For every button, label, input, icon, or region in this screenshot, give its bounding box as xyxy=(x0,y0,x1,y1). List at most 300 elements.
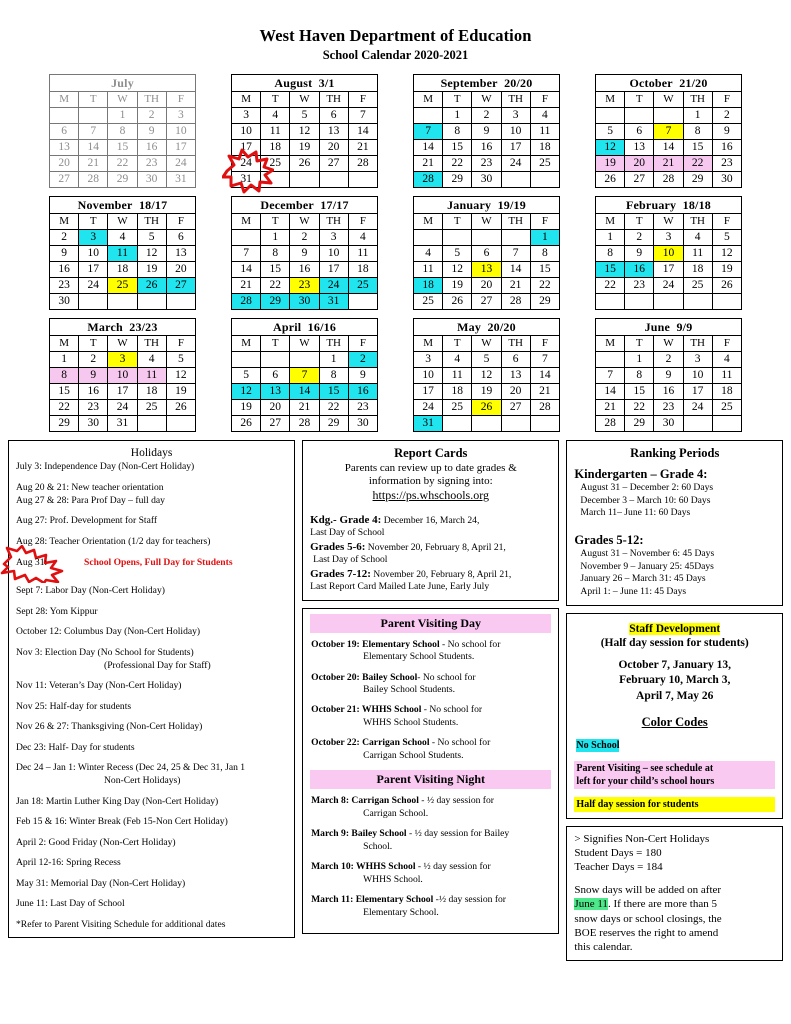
day-cell[interactable]: 17 xyxy=(501,140,530,156)
day-cell[interactable] xyxy=(472,230,501,246)
day-cell[interactable]: 21 xyxy=(530,384,559,400)
day-cell[interactable]: 28 xyxy=(530,400,559,416)
day-cell[interactable]: 11 xyxy=(108,246,137,262)
day-cell[interactable]: 1 xyxy=(319,352,348,368)
day-cell[interactable]: 19 xyxy=(472,384,501,400)
day-cell[interactable]: 16 xyxy=(290,262,319,278)
day-cell[interactable]: 21 xyxy=(501,278,530,294)
day-cell[interactable]: 11 xyxy=(137,368,166,384)
day-cell[interactable]: 28 xyxy=(290,416,319,432)
day-cell[interactable]: 8 xyxy=(443,124,472,140)
day-cell[interactable]: 2 xyxy=(625,230,654,246)
day-cell[interactable]: 4 xyxy=(108,230,137,246)
day-cell[interactable]: 16 xyxy=(625,262,654,278)
day-cell[interactable]: 8 xyxy=(108,124,137,140)
day-cell[interactable]: 30 xyxy=(290,294,319,310)
day-cell[interactable]: 17 xyxy=(319,262,348,278)
day-cell[interactable]: 9 xyxy=(348,368,377,384)
day-cell[interactable]: 4 xyxy=(348,230,377,246)
day-cell[interactable]: 20 xyxy=(501,384,530,400)
day-cell[interactable] xyxy=(625,108,654,124)
day-cell[interactable]: 29 xyxy=(683,172,712,188)
day-cell[interactable]: 28 xyxy=(501,294,530,310)
day-cell[interactable]: 15 xyxy=(530,262,559,278)
day-cell[interactable]: 28 xyxy=(232,294,261,310)
day-cell[interactable]: 1 xyxy=(50,352,79,368)
day-cell[interactable] xyxy=(501,230,530,246)
day-cell[interactable]: 9 xyxy=(79,368,108,384)
day-cell[interactable]: 13 xyxy=(319,124,348,140)
day-cell[interactable]: 14 xyxy=(79,140,108,156)
day-cell[interactable]: 9 xyxy=(50,246,79,262)
day-cell[interactable]: 27 xyxy=(50,172,79,188)
day-cell[interactable]: 24 xyxy=(319,278,348,294)
day-cell[interactable]: 3 xyxy=(654,230,683,246)
day-cell[interactable]: 17 xyxy=(166,140,195,156)
day-cell[interactable]: 9 xyxy=(290,246,319,262)
day-cell[interactable] xyxy=(654,108,683,124)
day-cell[interactable]: 11 xyxy=(414,262,443,278)
day-cell[interactable]: 23 xyxy=(50,278,79,294)
day-cell[interactable] xyxy=(414,230,443,246)
day-cell[interactable] xyxy=(261,352,290,368)
day-cell[interactable] xyxy=(166,294,195,310)
day-cell[interactable]: 28 xyxy=(348,156,377,172)
day-cell[interactable]: 15 xyxy=(625,384,654,400)
day-cell[interactable] xyxy=(79,108,108,124)
day-cell[interactable] xyxy=(290,172,319,188)
day-cell[interactable]: 28 xyxy=(79,172,108,188)
day-cell[interactable]: 21 xyxy=(414,156,443,172)
day-cell[interactable]: 20 xyxy=(319,140,348,156)
day-cell[interactable]: 31 xyxy=(414,416,443,432)
day-cell[interactable] xyxy=(108,294,137,310)
day-cell[interactable]: 19 xyxy=(137,262,166,278)
day-cell[interactable]: 12 xyxy=(472,368,501,384)
day-cell[interactable]: 29 xyxy=(530,294,559,310)
day-cell[interactable]: 17 xyxy=(683,384,712,400)
day-cell[interactable]: 5 xyxy=(290,108,319,124)
day-cell[interactable]: 22 xyxy=(530,278,559,294)
day-cell[interactable] xyxy=(232,230,261,246)
day-cell[interactable]: 15 xyxy=(108,140,137,156)
day-cell[interactable]: 27 xyxy=(319,156,348,172)
day-cell[interactable]: 22 xyxy=(443,156,472,172)
day-cell[interactable] xyxy=(683,294,712,310)
day-cell[interactable]: 26 xyxy=(472,400,501,416)
day-cell[interactable]: 3 xyxy=(414,352,443,368)
day-cell[interactable]: 24 xyxy=(166,156,195,172)
day-cell[interactable]: 23 xyxy=(290,278,319,294)
day-cell[interactable]: 27 xyxy=(261,416,290,432)
day-cell[interactable]: 15 xyxy=(683,140,712,156)
day-cell[interactable]: 14 xyxy=(232,262,261,278)
day-cell[interactable]: 26 xyxy=(290,156,319,172)
day-cell[interactable]: 11 xyxy=(712,368,741,384)
day-cell[interactable]: 11 xyxy=(683,246,712,262)
day-cell[interactable]: 4 xyxy=(414,246,443,262)
day-cell[interactable]: 15 xyxy=(596,262,625,278)
day-cell[interactable]: 8 xyxy=(683,124,712,140)
day-cell[interactable]: 10 xyxy=(654,246,683,262)
day-cell[interactable]: 6 xyxy=(319,108,348,124)
powerschool-link[interactable]: https://ps.whschools.org xyxy=(372,488,489,503)
day-cell[interactable]: 19 xyxy=(443,278,472,294)
day-cell[interactable]: 17 xyxy=(108,384,137,400)
day-cell[interactable]: 18 xyxy=(348,262,377,278)
day-cell[interactable]: 24 xyxy=(654,278,683,294)
day-cell[interactable]: 19 xyxy=(712,262,741,278)
day-cell[interactable]: 8 xyxy=(319,368,348,384)
day-cell[interactable]: 12 xyxy=(137,246,166,262)
day-cell[interactable]: 25 xyxy=(683,278,712,294)
day-cell[interactable]: 5 xyxy=(232,368,261,384)
day-cell[interactable]: 4 xyxy=(443,352,472,368)
day-cell[interactable] xyxy=(712,416,741,432)
day-cell[interactable]: 27 xyxy=(625,172,654,188)
day-cell[interactable] xyxy=(530,172,559,188)
day-cell[interactable]: 3 xyxy=(232,108,261,124)
day-cell[interactable]: 16 xyxy=(654,384,683,400)
day-cell[interactable]: 16 xyxy=(137,140,166,156)
day-cell[interactable]: 15 xyxy=(50,384,79,400)
day-cell[interactable] xyxy=(50,108,79,124)
day-cell[interactable] xyxy=(319,172,348,188)
day-cell[interactable]: 24 xyxy=(501,156,530,172)
day-cell[interactable]: 29 xyxy=(443,172,472,188)
day-cell[interactable]: 16 xyxy=(50,262,79,278)
day-cell[interactable]: 22 xyxy=(596,278,625,294)
day-cell[interactable]: 4 xyxy=(530,108,559,124)
day-cell[interactable]: 1 xyxy=(596,230,625,246)
day-cell[interactable]: 8 xyxy=(596,246,625,262)
day-cell[interactable]: 10 xyxy=(79,246,108,262)
day-cell[interactable]: 27 xyxy=(472,294,501,310)
day-cell[interactable]: 14 xyxy=(414,140,443,156)
day-cell[interactable]: 9 xyxy=(654,368,683,384)
day-cell[interactable]: 13 xyxy=(625,140,654,156)
day-cell[interactable]: 5 xyxy=(596,124,625,140)
day-cell[interactable]: 21 xyxy=(232,278,261,294)
day-cell[interactable]: 19 xyxy=(596,156,625,172)
day-cell[interactable]: 5 xyxy=(166,352,195,368)
day-cell[interactable]: 18 xyxy=(530,140,559,156)
day-cell[interactable] xyxy=(472,416,501,432)
day-cell[interactable]: 1 xyxy=(443,108,472,124)
day-cell[interactable]: 30 xyxy=(472,172,501,188)
day-cell[interactable] xyxy=(443,416,472,432)
day-cell[interactable]: 25 xyxy=(712,400,741,416)
day-cell[interactable]: 1 xyxy=(683,108,712,124)
day-cell[interactable]: 21 xyxy=(348,140,377,156)
day-cell[interactable]: 22 xyxy=(683,156,712,172)
day-cell[interactable]: 18 xyxy=(137,384,166,400)
day-cell[interactable]: 17 xyxy=(414,384,443,400)
day-cell[interactable]: 14 xyxy=(654,140,683,156)
day-cell[interactable]: 23 xyxy=(79,400,108,416)
day-cell[interactable]: 24 xyxy=(232,156,261,172)
day-cell[interactable]: 28 xyxy=(654,172,683,188)
day-cell[interactable]: 18 xyxy=(414,278,443,294)
day-cell[interactable]: 10 xyxy=(319,246,348,262)
day-cell[interactable]: 2 xyxy=(290,230,319,246)
day-cell[interactable]: 7 xyxy=(414,124,443,140)
day-cell[interactable]: 14 xyxy=(596,384,625,400)
day-cell[interactable]: 3 xyxy=(319,230,348,246)
day-cell[interactable]: 7 xyxy=(290,368,319,384)
day-cell[interactable]: 13 xyxy=(261,384,290,400)
day-cell[interactable]: 17 xyxy=(232,140,261,156)
day-cell[interactable]: 12 xyxy=(290,124,319,140)
day-cell[interactable]: 11 xyxy=(443,368,472,384)
day-cell[interactable]: 7 xyxy=(501,246,530,262)
day-cell[interactable]: 19 xyxy=(290,140,319,156)
day-cell[interactable]: 23 xyxy=(137,156,166,172)
day-cell[interactable]: 16 xyxy=(712,140,741,156)
day-cell[interactable]: 12 xyxy=(166,368,195,384)
day-cell[interactable] xyxy=(348,172,377,188)
day-cell[interactable]: 18 xyxy=(443,384,472,400)
day-cell[interactable]: 16 xyxy=(348,384,377,400)
day-cell[interactable]: 7 xyxy=(348,108,377,124)
day-cell[interactable]: 2 xyxy=(348,352,377,368)
day-cell[interactable]: 3 xyxy=(79,230,108,246)
day-cell[interactable]: 21 xyxy=(596,400,625,416)
day-cell[interactable]: 24 xyxy=(683,400,712,416)
day-cell[interactable]: 26 xyxy=(166,400,195,416)
day-cell[interactable]: 12 xyxy=(596,140,625,156)
day-cell[interactable] xyxy=(596,294,625,310)
day-cell[interactable]: 11 xyxy=(530,124,559,140)
day-cell[interactable] xyxy=(290,352,319,368)
day-cell[interactable]: 29 xyxy=(319,416,348,432)
day-cell[interactable]: 31 xyxy=(232,172,261,188)
day-cell[interactable]: 26 xyxy=(232,416,261,432)
day-cell[interactable]: 27 xyxy=(166,278,195,294)
day-cell[interactable]: 2 xyxy=(137,108,166,124)
day-cell[interactable]: 23 xyxy=(348,400,377,416)
day-cell[interactable]: 25 xyxy=(443,400,472,416)
day-cell[interactable] xyxy=(683,416,712,432)
day-cell[interactable]: 8 xyxy=(625,368,654,384)
day-cell[interactable]: 25 xyxy=(530,156,559,172)
day-cell[interactable]: 31 xyxy=(319,294,348,310)
day-cell[interactable] xyxy=(530,416,559,432)
day-cell[interactable]: 21 xyxy=(290,400,319,416)
day-cell[interactable]: 6 xyxy=(166,230,195,246)
day-cell[interactable]: 2 xyxy=(472,108,501,124)
day-cell[interactable]: 3 xyxy=(108,352,137,368)
day-cell[interactable]: 25 xyxy=(108,278,137,294)
day-cell[interactable]: 13 xyxy=(50,140,79,156)
day-cell[interactable]: 6 xyxy=(472,246,501,262)
day-cell[interactable]: 30 xyxy=(348,416,377,432)
day-cell[interactable]: 15 xyxy=(261,262,290,278)
day-cell[interactable]: 25 xyxy=(137,400,166,416)
day-cell[interactable]: 18 xyxy=(261,140,290,156)
day-cell[interactable]: 10 xyxy=(683,368,712,384)
day-cell[interactable]: 26 xyxy=(712,278,741,294)
day-cell[interactable]: 3 xyxy=(683,352,712,368)
day-cell[interactable]: 22 xyxy=(261,278,290,294)
day-cell[interactable]: 6 xyxy=(625,124,654,140)
day-cell[interactable] xyxy=(137,416,166,432)
day-cell[interactable] xyxy=(625,294,654,310)
day-cell[interactable]: 15 xyxy=(319,384,348,400)
day-cell[interactable]: 17 xyxy=(79,262,108,278)
day-cell[interactable]: 9 xyxy=(137,124,166,140)
day-cell[interactable]: 20 xyxy=(166,262,195,278)
day-cell[interactable]: 7 xyxy=(530,352,559,368)
day-cell[interactable]: 26 xyxy=(443,294,472,310)
day-cell[interactable]: 20 xyxy=(261,400,290,416)
day-cell[interactable]: 1 xyxy=(261,230,290,246)
day-cell[interactable] xyxy=(596,108,625,124)
day-cell[interactable]: 2 xyxy=(712,108,741,124)
day-cell[interactable]: 22 xyxy=(625,400,654,416)
day-cell[interactable]: 1 xyxy=(625,352,654,368)
day-cell[interactable]: 4 xyxy=(683,230,712,246)
day-cell[interactable]: 24 xyxy=(414,400,443,416)
day-cell[interactable]: 1 xyxy=(108,108,137,124)
day-cell[interactable]: 15 xyxy=(443,140,472,156)
day-cell[interactable]: 6 xyxy=(261,368,290,384)
day-cell[interactable]: 20 xyxy=(50,156,79,172)
day-cell[interactable]: 1 xyxy=(530,230,559,246)
day-cell[interactable]: 3 xyxy=(501,108,530,124)
day-cell[interactable]: 18 xyxy=(683,262,712,278)
day-cell[interactable]: 30 xyxy=(712,172,741,188)
day-cell[interactable]: 5 xyxy=(472,352,501,368)
day-cell[interactable]: 30 xyxy=(137,172,166,188)
day-cell[interactable] xyxy=(137,294,166,310)
day-cell[interactable]: 16 xyxy=(472,140,501,156)
day-cell[interactable] xyxy=(654,294,683,310)
day-cell[interactable]: 29 xyxy=(625,416,654,432)
day-cell[interactable]: 28 xyxy=(414,172,443,188)
day-cell[interactable]: 25 xyxy=(414,294,443,310)
day-cell[interactable] xyxy=(443,230,472,246)
day-cell[interactable]: 25 xyxy=(261,156,290,172)
day-cell[interactable]: 8 xyxy=(50,368,79,384)
day-cell[interactable]: 7 xyxy=(654,124,683,140)
day-cell[interactable]: 10 xyxy=(414,368,443,384)
day-cell[interactable]: 9 xyxy=(712,124,741,140)
day-cell[interactable]: 5 xyxy=(137,230,166,246)
day-cell[interactable]: 2 xyxy=(50,230,79,246)
day-cell[interactable]: 8 xyxy=(530,246,559,262)
day-cell[interactable]: 5 xyxy=(443,246,472,262)
day-cell[interactable] xyxy=(501,416,530,432)
day-cell[interactable]: 23 xyxy=(654,400,683,416)
day-cell[interactable]: 30 xyxy=(50,294,79,310)
day-cell[interactable]: 22 xyxy=(319,400,348,416)
day-cell[interactable]: 14 xyxy=(530,368,559,384)
day-cell[interactable]: 5 xyxy=(712,230,741,246)
day-cell[interactable] xyxy=(501,172,530,188)
day-cell[interactable]: 7 xyxy=(79,124,108,140)
day-cell[interactable] xyxy=(232,352,261,368)
day-cell[interactable]: 6 xyxy=(50,124,79,140)
day-cell[interactable]: 29 xyxy=(108,172,137,188)
day-cell[interactable]: 17 xyxy=(654,262,683,278)
day-cell[interactable]: 23 xyxy=(472,156,501,172)
day-cell[interactable]: 2 xyxy=(79,352,108,368)
day-cell[interactable]: 16 xyxy=(79,384,108,400)
day-cell[interactable]: 4 xyxy=(712,352,741,368)
day-cell[interactable]: 14 xyxy=(290,384,319,400)
day-cell[interactable]: 11 xyxy=(348,246,377,262)
day-cell[interactable]: 20 xyxy=(625,156,654,172)
day-cell[interactable]: 26 xyxy=(596,172,625,188)
day-cell[interactable]: 26 xyxy=(137,278,166,294)
day-cell[interactable]: 13 xyxy=(501,368,530,384)
day-cell[interactable]: 6 xyxy=(501,352,530,368)
day-cell[interactable] xyxy=(414,108,443,124)
day-cell[interactable]: 22 xyxy=(50,400,79,416)
day-cell[interactable]: 23 xyxy=(625,278,654,294)
day-cell[interactable]: 11 xyxy=(261,124,290,140)
day-cell[interactable]: 30 xyxy=(79,416,108,432)
day-cell[interactable]: 9 xyxy=(625,246,654,262)
day-cell[interactable]: 25 xyxy=(348,278,377,294)
day-cell[interactable]: 24 xyxy=(108,400,137,416)
day-cell[interactable]: 28 xyxy=(596,416,625,432)
day-cell[interactable] xyxy=(348,294,377,310)
day-cell[interactable]: 12 xyxy=(232,384,261,400)
day-cell[interactable]: 29 xyxy=(50,416,79,432)
day-cell[interactable]: 21 xyxy=(79,156,108,172)
day-cell[interactable] xyxy=(166,416,195,432)
day-cell[interactable]: 18 xyxy=(712,384,741,400)
day-cell[interactable] xyxy=(261,172,290,188)
day-cell[interactable]: 10 xyxy=(232,124,261,140)
day-cell[interactable]: 27 xyxy=(501,400,530,416)
day-cell[interactable]: 23 xyxy=(712,156,741,172)
day-cell[interactable]: 29 xyxy=(261,294,290,310)
day-cell[interactable] xyxy=(596,352,625,368)
day-cell[interactable]: 12 xyxy=(443,262,472,278)
day-cell[interactable]: 19 xyxy=(232,400,261,416)
day-cell[interactable]: 8 xyxy=(261,246,290,262)
day-cell[interactable]: 14 xyxy=(348,124,377,140)
day-cell[interactable]: 31 xyxy=(108,416,137,432)
day-cell[interactable]: 9 xyxy=(472,124,501,140)
day-cell[interactable] xyxy=(79,294,108,310)
day-cell[interactable]: 30 xyxy=(654,416,683,432)
day-cell[interactable]: 4 xyxy=(261,108,290,124)
day-cell[interactable]: 10 xyxy=(166,124,195,140)
day-cell[interactable]: 31 xyxy=(166,172,195,188)
day-cell[interactable]: 4 xyxy=(137,352,166,368)
day-cell[interactable]: 7 xyxy=(232,246,261,262)
day-cell[interactable]: 12 xyxy=(712,246,741,262)
day-cell[interactable]: 7 xyxy=(596,368,625,384)
day-cell[interactable]: 14 xyxy=(501,262,530,278)
day-cell[interactable]: 3 xyxy=(166,108,195,124)
day-cell[interactable]: 13 xyxy=(472,262,501,278)
day-cell[interactable]: 20 xyxy=(472,278,501,294)
day-cell[interactable]: 10 xyxy=(501,124,530,140)
day-cell[interactable]: 24 xyxy=(79,278,108,294)
day-cell[interactable]: 19 xyxy=(166,384,195,400)
day-cell[interactable]: 21 xyxy=(654,156,683,172)
day-cell[interactable] xyxy=(712,294,741,310)
day-cell[interactable]: 10 xyxy=(108,368,137,384)
day-cell[interactable]: 18 xyxy=(108,262,137,278)
day-cell[interactable]: 13 xyxy=(166,246,195,262)
day-cell[interactable]: 2 xyxy=(654,352,683,368)
